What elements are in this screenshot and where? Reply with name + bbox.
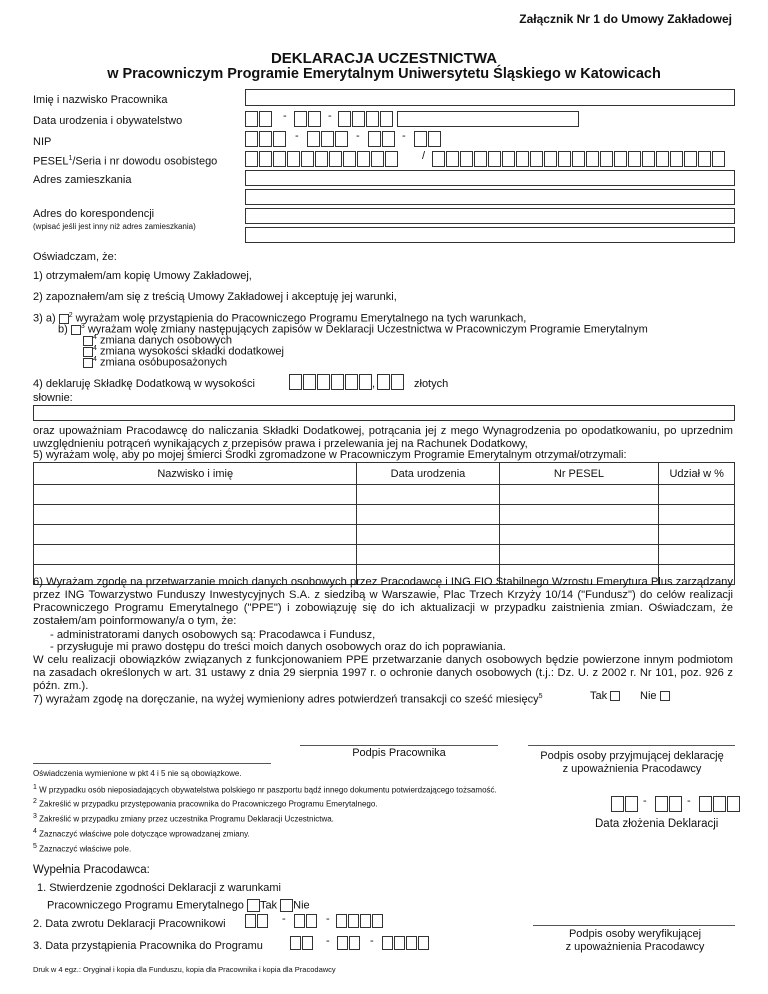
declaration-7: 7) wyrażam zgodę na doręczanie, na wyżej wymieniony adres potwierdzeń transakcji co sześć miesięcy$^5$ — [33, 693, 543, 706]
correspondence-input-1[interactable] — [245, 208, 735, 224]
footnote-2: 2 Zakreślić w przypadku przystępowania pracownika do Pracowniczego Programu Emerytalnego. — [33, 798, 378, 809]
consent-paragraph: 6) Wyrażam zgodę na przetwarzanie moich danych osobowych przez Pracodawcę i ING FIO Stabilnego Wzrostu Emerytura Plus zarządzany przez ING Towarzystwo Funduszy Inwestycyjnych S.A. z siedzibą w Warszawie, Plac Trzech Krzyży 10/14 ("Fundusz") do celów realizacji Pracowniczego Programu Emerytalnego ("PPE") i zobowiązuję się do ich aktualizacji w przypadku zaistnienia zmian. Oświadczam, że zostałem/am poinformowany/a o tym, że: — [33, 576, 733, 627]
nip-label: NIP — [33, 136, 52, 148]
birth-label: Data urodzenia i obywatelstwo — [33, 115, 183, 127]
dash: - — [282, 913, 286, 925]
signature-line-verifier — [533, 925, 735, 926]
join-day-cells[interactable] — [290, 936, 314, 950]
employer-item-1b: Pracowniczego Programu Emerytalnego Tak Nie — [47, 899, 310, 912]
declaration-4: 4) deklaruję Składkę Dodatkową w wysokości — [33, 378, 255, 390]
compliance-yes-checkbox[interactable] — [247, 899, 260, 912]
dash: - — [687, 795, 691, 807]
table-row[interactable] — [34, 505, 735, 525]
declaration-5: 5) wyrażam wolę, aby po mojej śmierci Środki zgromadzone w Pracowniczym Programie Emerytalnym otrzymał/otrzymali: — [33, 449, 627, 461]
employer-item-1a: 1. Stwierdzenie zgodności Deklaracji z warunkami — [37, 882, 281, 894]
return-day-cells[interactable] — [245, 914, 269, 928]
id-series-cells[interactable] — [432, 151, 726, 167]
form-title: DEKLARACJA UCZESTNICTWA — [270, 50, 498, 67]
col-name: Nazwisko i imię — [34, 463, 357, 485]
name-input[interactable] — [245, 89, 735, 106]
address-input-2[interactable] — [245, 189, 735, 205]
birth-month-cells[interactable] — [294, 111, 322, 127]
col-birth: Data urodzenia — [357, 463, 499, 485]
submit-day-cells[interactable] — [611, 796, 639, 812]
submit-month-cells[interactable] — [655, 796, 683, 812]
correspondence-input-2[interactable] — [245, 227, 735, 243]
declaration-2: 2) zapoznałem/am się z treścią Umowy Zakładowej i akceptuję jej warunki, — [33, 291, 397, 303]
form-subtitle: w Pracowniczym Programie Emerytalnym Uniwersytetu Śląskiego w Katowicach — [107, 66, 661, 82]
receiver-signature-label: Podpis osoby przyjmującej deklarację z upoważnienia Pracodawcy — [540, 750, 724, 775]
dash: - — [295, 130, 299, 142]
amount-decimal-cells[interactable] — [377, 374, 405, 390]
table-row[interactable] — [34, 485, 735, 505]
dash: - — [370, 935, 374, 947]
table-row[interactable] — [34, 525, 735, 545]
pesel-cells[interactable] — [245, 151, 399, 167]
slash: / — [422, 150, 426, 162]
col-pesel: Nr PESEL — [499, 463, 659, 485]
copies-footer: Druk w 4 egz.: Oryginał i kopia dla Funduszu, kopia dla Pracownika i kopia dla Pracodawcy — [33, 965, 336, 974]
footnote-3: 3 Zakreślić w przypadku zmiany przez uczestnika Programu Deklaracji Uczestnictwa. — [33, 813, 334, 824]
return-month-cells[interactable] — [294, 914, 318, 928]
dash: - — [283, 110, 287, 122]
verifier-signature-label: Podpis osoby weryfikującej z upoważnienia Pracodawcy — [565, 928, 705, 953]
footnote-4: 4 Zaznaczyć właściwe pole dotyczące wprowadzanej zmiany. — [33, 828, 250, 839]
birth-day-cells[interactable] — [245, 111, 273, 127]
words-label: słownie: — [33, 392, 73, 404]
delivery-yes: Tak — [590, 690, 620, 702]
dash: - — [643, 795, 647, 807]
employer-heading: Wypełnia Pracodawca: — [33, 864, 150, 876]
option-contribution: $^4$ zmiana wysokości składki dodatkowej — [83, 345, 284, 358]
correspondence-note: (wpisać jeśli jest inny niż adres zamieszkania) — [33, 222, 196, 231]
birth-year-cells[interactable] — [338, 111, 394, 127]
address-input-1[interactable] — [245, 170, 735, 186]
amount-cells[interactable] — [289, 374, 376, 390]
change-checkbox[interactable] — [71, 325, 81, 335]
correspondence-label: Adres do korespondencji — [33, 208, 155, 220]
footnote-divider — [33, 763, 271, 764]
nip-cells-2[interactable] — [307, 131, 349, 147]
beneficiaries-table — [33, 462, 735, 585]
table-row[interactable] — [34, 545, 735, 565]
declaration-3b: b) $^3$ wyrażam wolę zmiany następujących zapisów w Deklaracji Uczestnictwa w Pracowniczym Programie Emerytalnym — [58, 323, 648, 336]
delivery-no-checkbox[interactable] — [660, 691, 670, 701]
footnote-1: 1 W przypadku osób nieposiadających obywatelstwa polskiego nr paszportu bądź innego dokumentu potwierdzającego tożsamość. — [33, 784, 497, 795]
join-month-cells[interactable] — [337, 936, 361, 950]
consent-bullet-1: - administratorami danych osobowych są: Pracodawca i Fundusz, — [50, 629, 376, 641]
nip-cells-3[interactable] — [368, 131, 396, 147]
declaration-intro: Oświadczam, że: — [33, 251, 117, 263]
nip-cells-4[interactable] — [414, 131, 442, 147]
currency-label: złotych — [414, 378, 449, 390]
signature-line-receiver — [528, 745, 735, 746]
return-year-cells[interactable] — [336, 914, 384, 928]
employee-signature-label: Podpis Pracownika — [352, 747, 446, 759]
pesel-label: PESEL$^1$/Seria i nr dowodu osobistego — [33, 155, 218, 168]
processing-paragraph: W celu realizacji obowiązków związanych z funkcjonowaniem PPE przetwarzanie danych osobowych będzie powierzone innym podmiotom na zasadach określonych w art. 31 ustawy z dnia 29 sierpnia 1997 r. o ochronie danych osobowych (t.j.: Dz. U. z 2002 r. Nr 101, poz. 926 z późn. zm.). — [33, 654, 733, 692]
submit-year-cells[interactable] — [699, 796, 741, 812]
amount-words-input[interactable] — [33, 405, 735, 421]
employer-item-2: 2. Data zwrotu Deklaracji Pracownikowi — [33, 918, 226, 930]
option-personal-data: $^4$ zmiana danych osobowych — [83, 334, 232, 347]
address-label: Adres zamieszkania — [33, 174, 132, 186]
employer-item-3: 3. Data przystąpienia Pracownika do Programu — [33, 940, 263, 952]
signature-line-employee — [300, 745, 498, 746]
declaration-3a: 3) a) $^2$ wyrażam wolę przystąpienia do Pracowniczego Programu Emerytalnego na tych warunkach, — [33, 312, 527, 325]
dash: - — [326, 913, 330, 925]
declaration-1: 1) otrzymałem/am kopię Umowy Zakładowej, — [33, 270, 252, 282]
name-label: Imię i nazwisko Pracownika — [33, 94, 168, 106]
citizenship-input[interactable] — [397, 111, 579, 127]
delivery-yes-checkbox[interactable] — [610, 691, 620, 701]
comma: , — [372, 378, 376, 390]
compliance-no-checkbox[interactable] — [280, 899, 293, 912]
delivery-no: Nie — [640, 690, 670, 702]
submission-date-label: Data złożenia Deklaracji — [595, 818, 719, 830]
dash: - — [402, 130, 406, 142]
dash: - — [326, 935, 330, 947]
optional-note: Oświadczenia wymienione w pkt 4 i 5 nie są obowiązkowe. — [33, 769, 242, 778]
nip-cells-1[interactable] — [245, 131, 287, 147]
footnote-5: 5 Zaznaczyć właściwe pole. — [33, 843, 132, 854]
consent-bullet-2: - przysługuje mi prawo dostępu do treści moich danych osobowych oraz do ich poprawiania. — [50, 641, 506, 653]
join-year-cells[interactable] — [382, 936, 430, 950]
option-beneficiaries: $^4$ zmiana osóbuposażonych — [83, 356, 227, 369]
dash: - — [328, 110, 332, 122]
dash: - — [356, 130, 360, 142]
opt3-checkbox[interactable] — [83, 358, 93, 368]
col-share: Udział w % — [659, 463, 735, 485]
authorization-text: oraz upoważniam Pracodawcę do naliczania Składki Dodatkowej, potrącania jej z mego Wynagrodzenia po opodatkowaniu, po uprzednim uwzględnieniu potrąceń wynikających z przepisów prawa i przelewania jej na Rachunek Dodatkowy, — [33, 425, 733, 450]
attachment-label: Załącznik Nr 1 do Umowy Zakładowej — [519, 12, 732, 26]
